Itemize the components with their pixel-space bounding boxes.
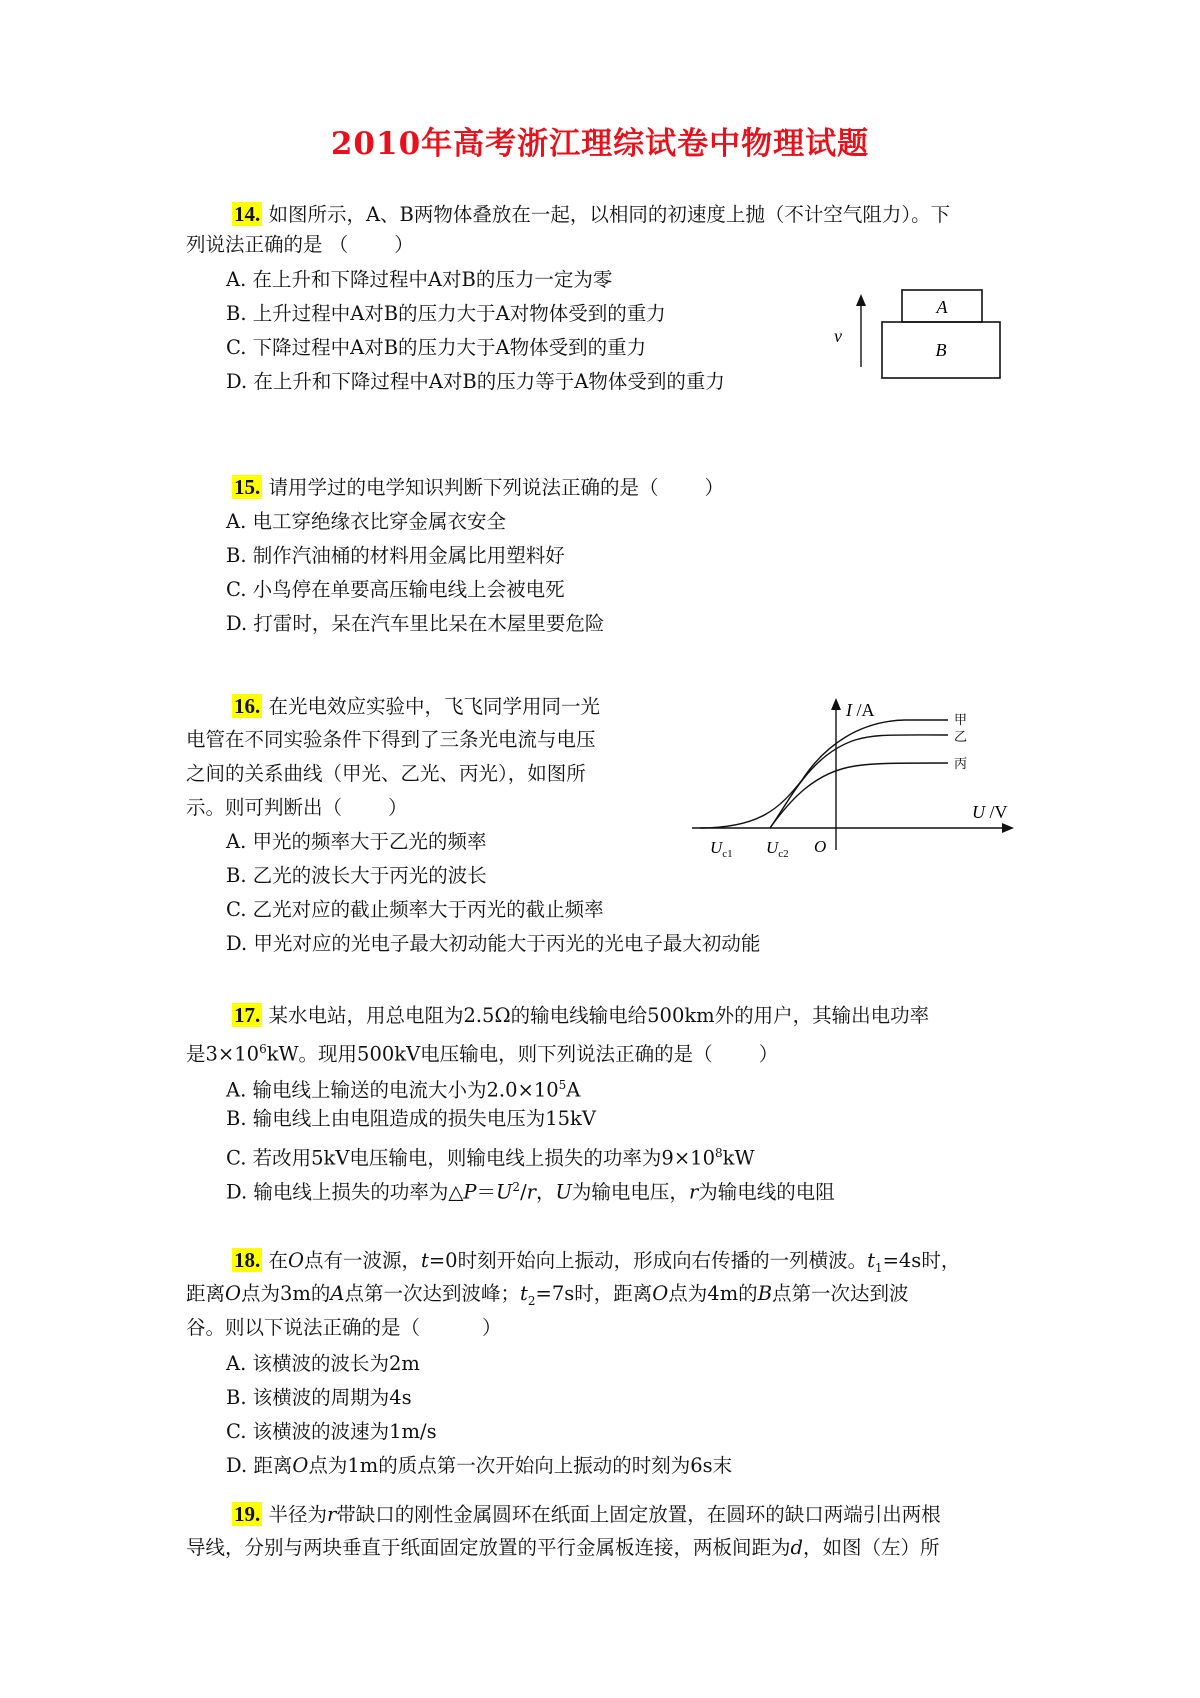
question-17-option-c: C. 若改用5kV电压输电，则输电线上损失的功率为$9\times 10^8kW$ xyxy=(226,1146,755,1170)
question-16-option-c: C. 乙光对应的截止频率大于丙光的截止频率 xyxy=(226,898,604,921)
question-14-option-a: A. 在上升和下降过程中A对B的压力一定为零 xyxy=(226,268,613,291)
question-18-option-d: D. 距离O点为1m的质点第一次开始向上振动的时刻为6s末 xyxy=(226,1454,733,1477)
question-16-option-d: D. 甲光对应的光电子最大初动能大于丙光的光电子最大初动能 xyxy=(226,932,761,955)
curve-jia xyxy=(700,720,948,828)
question-15-option-b: B. 制作汽油桶的材料用金属比用塑料好 xyxy=(226,544,565,567)
question-17-option-d: D. 输电线上损失的功率为$\triangle P=U^2/r$，U为输电电压，r为输电线的电阻 xyxy=(226,1180,835,1204)
curve-yi xyxy=(770,735,948,828)
question-15-option-d: D. 打雷时，呆在汽车里比呆在木屋里要危险 xyxy=(226,612,605,635)
question-14-option-c: C. 下降过程中A对B的压力大于A物体受到的重力 xyxy=(226,336,647,359)
velocity-label: v xyxy=(834,326,842,346)
page-title: 2010年高考浙江理综试卷中物理试题 xyxy=(330,126,870,162)
question-16-line4: 示。则可判断出（ ） xyxy=(186,796,408,819)
y-axis-arrow xyxy=(831,698,841,710)
question-number: 15. xyxy=(234,475,261,499)
question-19-line2: 导线，分别与两块垂直于纸面固定放置的平行金属板连接，两板间距为d，如图（左）所 xyxy=(186,1536,940,1559)
question-15-stem: 15. 请用学过的电学知识判断下列说法正确的是（ ） xyxy=(234,475,724,499)
question-18-line3: 谷。则以下说法正确的是（ ） xyxy=(186,1316,502,1339)
question-17-stem-cont: 是$3\times 10^6kW$。现用500kV电压输电，则下列说法正确的是（ ） xyxy=(186,1042,779,1066)
question-16-line3: 之间的关系曲线（甲光、乙光、丙光），如图所 xyxy=(186,762,586,785)
question-15-option-c: C. 小鸟停在单要高压输电线上会被电死 xyxy=(226,578,565,601)
question-18-stem: 18. 在O点有一波源，t=0时刻开始向上振动，形成向右传播的一列横波。$t_1=4s$时， xyxy=(234,1248,961,1275)
question-18-line2: 距离O点为3m的A点第一次达到波峰；$t_2=7s$时，距离O点为4m的B点第一次达到波 xyxy=(186,1282,909,1308)
question-14-option-b: B. 上升过程中A对B的压力大于A对物体受到的重力 xyxy=(226,302,666,325)
question-number: 18. xyxy=(234,1248,261,1272)
x-axis-label: U /V xyxy=(972,802,1008,822)
x-axis-arrow xyxy=(1002,823,1014,833)
velocity-arrow-head xyxy=(856,294,866,306)
question-17-option-a: A. 输电线上输送的电流大小为$2.0\times 10^5A$ xyxy=(226,1078,581,1102)
block-b-label: B xyxy=(935,340,947,360)
question-16-option-a: A. 甲光的频率大于乙光的频率 xyxy=(226,830,487,853)
question-17-option-b: B. 输电线上由电阻造成的损失电压为15kV xyxy=(226,1107,596,1130)
question-14-stem-cont: 列说法正确的是 （ ） xyxy=(186,233,414,256)
stacked-blocks-figure xyxy=(820,282,1010,382)
origin-label: O xyxy=(814,837,827,856)
question-18-option-c: C. 该横波的波速为1m/s xyxy=(226,1420,437,1443)
question-17-stem: 17. 某水电站，用总电阻为2.5Ω的输电线输电给500km外的用户，其输出电功率 xyxy=(234,1003,930,1027)
uc1-label: $U_{c1}$ xyxy=(710,838,733,860)
question-16-stem: 16. 在光电效应实验中，飞飞同学用同一光 xyxy=(234,694,600,718)
curve-jia-label: 甲 xyxy=(954,712,968,727)
question-14-option-d: D. 在上升和下降过程中A对B的压力等于A物体受到的重力 xyxy=(226,370,725,393)
question-15-option-a: A. 电工穿绝缘衣比穿金属衣安全 xyxy=(226,510,506,533)
question-18-option-b: B. 该横波的周期为4s xyxy=(226,1386,412,1409)
question-19-stem: 19. 半径为r带缺口的刚性金属圆环在纸面上固定放置，在圆环的缺口两端引出两根 xyxy=(234,1502,941,1526)
curve-yi-label: 乙 xyxy=(954,729,968,744)
question-16-option-b: B. 乙光的波长大于丙光的波长 xyxy=(226,864,487,887)
block-a-label: A xyxy=(936,297,948,317)
question-number: 19. xyxy=(234,1502,261,1526)
uc2-label: $U_{c2}$ xyxy=(766,838,789,860)
question-number: 14. xyxy=(234,202,261,226)
question-18-option-a: A. 该横波的波长为2m xyxy=(226,1352,420,1375)
photocurrent-graph xyxy=(690,690,1020,860)
curve-bing-label: 丙 xyxy=(954,756,968,771)
question-number: 17. xyxy=(234,1003,261,1027)
question-number: 16. xyxy=(234,694,261,718)
y-axis-label: I /A xyxy=(846,700,875,720)
question-16-line2: 电管在不同实验条件下得到了三条光电流与电压 xyxy=(186,728,596,751)
curve-bing xyxy=(770,763,948,828)
question-14-stem: 14. 如图所示，A、B两物体叠放在一起，以相同的初速度上抛（不计空气阻力）。下 xyxy=(234,202,951,226)
